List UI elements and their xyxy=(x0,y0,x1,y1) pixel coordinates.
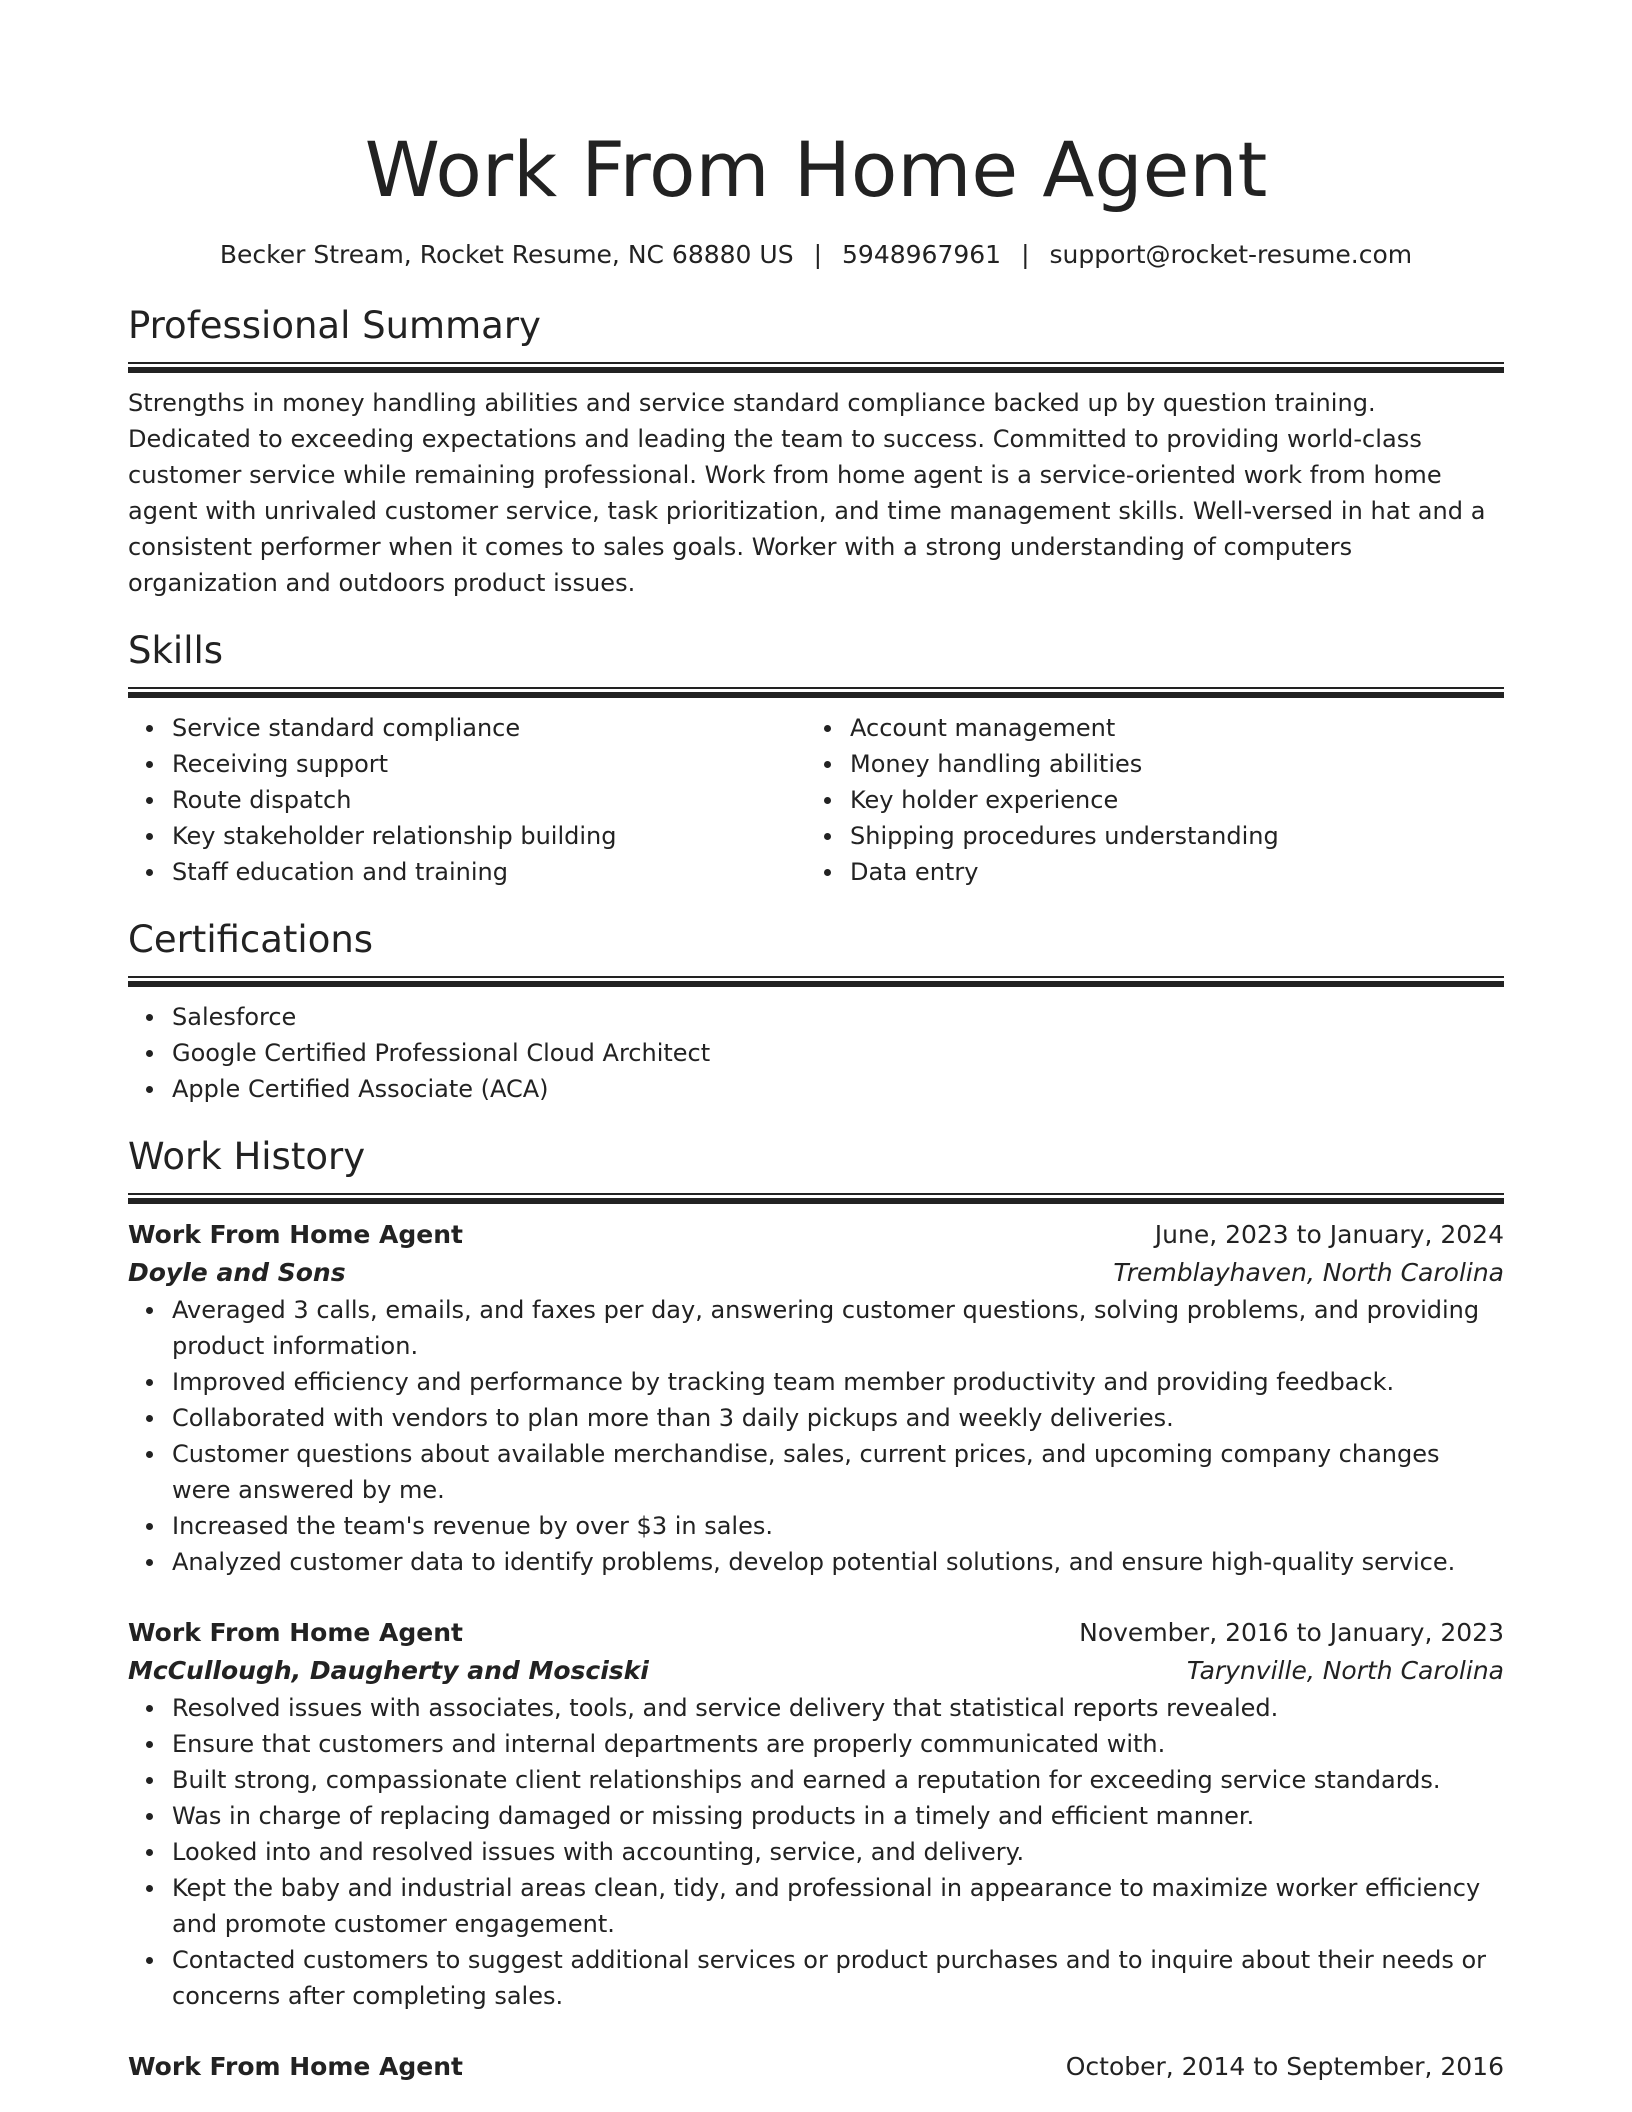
job-company: Doyle and Sons xyxy=(128,1258,346,1287)
skill-item: Service standard compliance xyxy=(172,710,806,746)
job-header-row xyxy=(128,2048,1504,2086)
job-bullet: Contacted customers to suggest additional services or product purchases and to inquire about their needs or concerns after completing sales. xyxy=(172,1942,1504,2014)
skill-item: Shipping procedures understanding xyxy=(850,818,1484,854)
section-heading-skills: Skills xyxy=(128,629,224,672)
job-dates: June, 2023 to January, 2024 xyxy=(1154,1220,1504,1249)
certification-item: Google Certified Professional Cloud Architect xyxy=(172,1035,1504,1071)
job-subheader-row xyxy=(128,1254,1504,1292)
job-header-row xyxy=(128,1216,1504,1254)
job-bullet: Kept the baby and industrial areas clean, tidy, and professional in appearance to maximize worker efficiency and promote customer engagement. xyxy=(172,1870,1504,1942)
job-title: Work From Home Agent xyxy=(128,2052,464,2081)
contact-separator: | xyxy=(813,240,823,269)
skill-item: Key stakeholder relationship building xyxy=(172,818,806,854)
resume-name: Work From Home Agent xyxy=(364,125,1268,214)
job-company: McCullough, Daugherty and Mosciski xyxy=(128,1656,649,1685)
certification-item: Salesforce xyxy=(172,999,1504,1035)
job-bullet: Ensure that customers and internal departments are properly communicated with. xyxy=(172,1726,1504,1762)
job-title: Work From Home Agent xyxy=(128,1618,464,1647)
section-divider xyxy=(128,362,1504,373)
skill-item: Route dispatch xyxy=(172,782,806,818)
resume-page xyxy=(128,0,1504,2086)
job-bullet: Increased the team's revenue by over $3 in sales. xyxy=(172,1508,1504,1544)
job-bullet: Customer questions about available merchandise, sales, current prices, and upcoming company changes were answered by me. xyxy=(172,1436,1504,1508)
skills-columns xyxy=(128,710,1504,890)
skill-item: Account management xyxy=(850,710,1484,746)
job-dates: November, 2016 to January, 2023 xyxy=(1079,1618,1504,1647)
section-divider xyxy=(128,976,1504,987)
job-dates: October, 2014 to September, 2016 xyxy=(1065,2052,1504,2081)
skill-item: Staff education and training xyxy=(172,854,806,890)
summary-text: Strengths in money handling abilities and service standard compliance backed up by question training. Dedicated to exceeding expectations and leading the team to success. Committed to providing world-class customer service while remaining professional. Work from home agent is a service-oriented work from home agent with unrivaled customer service, task prioritization, and time management skills. Well-versed in hat and a consistent performer when it comes to sales goals. Worker with a strong understanding of computers organization and outdoors product issues. xyxy=(128,389,1486,597)
job-bullet: Averaged 3 calls, emails, and faxes per day, answering customer questions, solving problems, and providing product information. xyxy=(172,1292,1504,1364)
job-bullet: Built strong, compassionate client relationships and earned a reputation for exceeding service standards. xyxy=(172,1762,1504,1798)
skill-item: Key holder experience xyxy=(850,782,1484,818)
job-bullet-list xyxy=(128,1690,1504,2014)
certifications-section xyxy=(128,916,1504,1107)
job-subheader-row xyxy=(128,1652,1504,1690)
section-heading-certifications: Certifications xyxy=(128,918,374,961)
skills-list-right xyxy=(806,710,1484,890)
job-bullet: Analyzed customer data to identify problems, develop potential solutions, and ensure high-quality service. xyxy=(172,1544,1504,1580)
contact-address: Becker Stream, Rocket Resume, NC 68880 US xyxy=(219,240,794,269)
job-bullet-list xyxy=(128,1292,1504,1580)
skills-section xyxy=(128,627,1504,890)
job-location: Tremblayhaven, North Carolina xyxy=(1113,1258,1504,1287)
certification-item: Apple Certified Associate (ACA) xyxy=(172,1071,1504,1107)
certifications-list xyxy=(128,999,1504,1107)
section-divider xyxy=(128,687,1504,698)
skill-item: Data entry xyxy=(850,854,1484,890)
job-bullet: Looked into and resolved issues with accounting, service, and delivery. xyxy=(172,1834,1504,1870)
job-bullet: Resolved issues with associates, tools, and service delivery that statistical reports revealed. xyxy=(172,1690,1504,1726)
job-entry xyxy=(128,2048,1504,2086)
work-history-section xyxy=(128,1133,1504,2086)
section-heading-work-history: Work History xyxy=(128,1135,366,1178)
job-location: Tarynville, North Carolina xyxy=(1186,1656,1504,1685)
contact-line xyxy=(128,238,1504,272)
job-title: Work From Home Agent xyxy=(128,1220,464,1249)
contact-phone: 5948967961 xyxy=(842,240,1002,269)
contact-email: support@rocket-resume.com xyxy=(1049,240,1413,269)
skills-column-right xyxy=(806,710,1484,890)
contact-separator: | xyxy=(1021,240,1030,269)
job-header-row xyxy=(128,1614,1504,1652)
job-bullet: Was in charge of replacing damaged or missing products in a timely and efficient manner. xyxy=(172,1798,1504,1834)
job-bullet: Improved efficiency and performance by tracking team member productivity and providing feedback. xyxy=(172,1364,1504,1400)
skill-item: Money handling abilities xyxy=(850,746,1484,782)
summary-section xyxy=(128,302,1504,601)
skill-item: Receiving support xyxy=(172,746,806,782)
job-bullet: Collaborated with vendors to plan more than 3 daily pickups and weekly deliveries. xyxy=(172,1400,1504,1436)
section-heading-summary: Professional Summary xyxy=(128,304,541,347)
job-entry xyxy=(128,1614,1504,2014)
job-entry xyxy=(128,1216,1504,1580)
skills-column-left xyxy=(128,710,806,890)
section-divider xyxy=(128,1193,1504,1204)
skills-list-left xyxy=(128,710,806,890)
